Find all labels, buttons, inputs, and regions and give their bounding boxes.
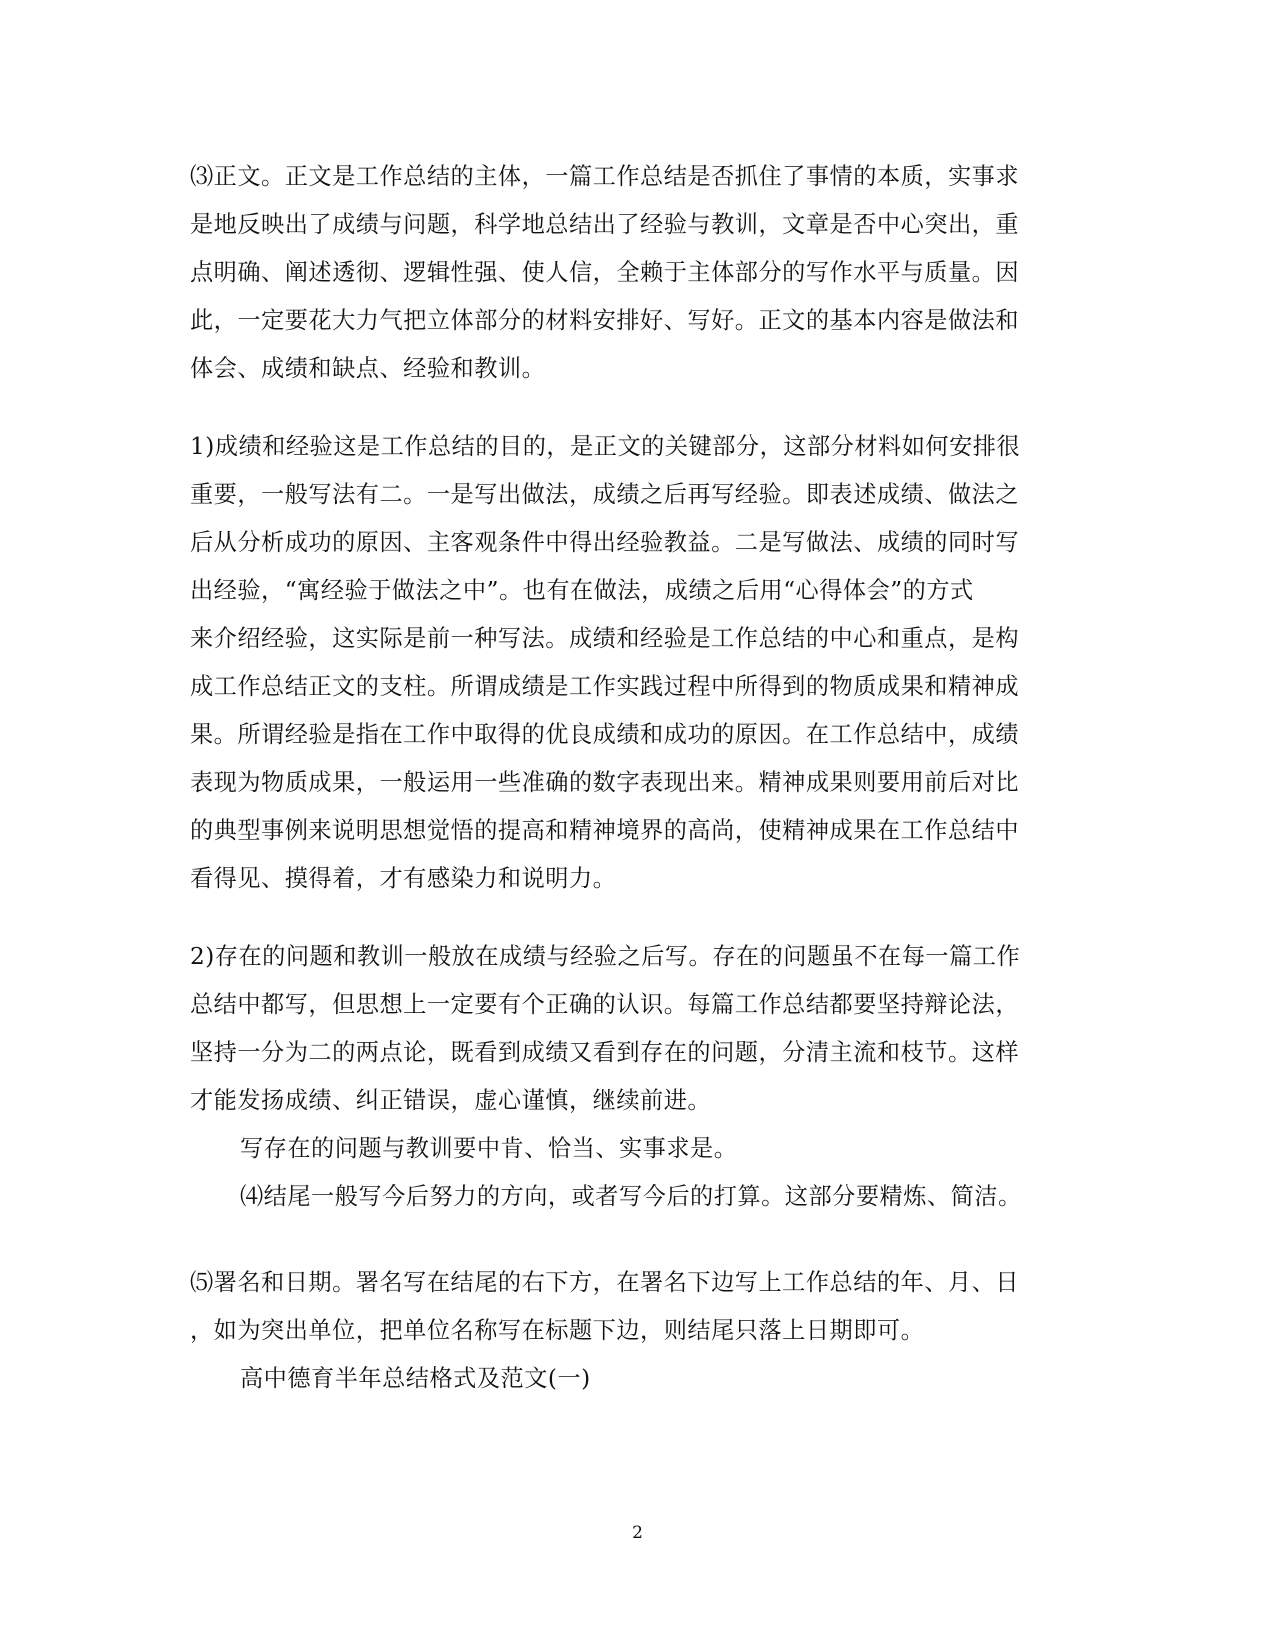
paragraph-achievements xyxy=(190,423,1080,903)
paragraph-sample-title xyxy=(240,1355,1080,1403)
text-line: 点明确、阐述透彻、逻辑性强、使人信，全赖于主体部分的写作水平与质量。因 xyxy=(190,259,1020,286)
text-line: 后从分析成功的原因、主客观条件中得出经验教益。二是写做法、成绩的同时写 xyxy=(190,529,1020,556)
text-line: 出经验，“寓经验于做法之中”。也有在做法，成绩之后用“心得体会”的方式 xyxy=(190,577,974,604)
paragraph-ending xyxy=(240,1173,1080,1221)
text-line: 写存在的问题与教训要中肯、恰当、实事求是。 xyxy=(240,1135,738,1162)
text-line: 1)成绩和经验这是工作总结的目的，是正文的关键部分，这部分材料如何安排很 xyxy=(190,433,1021,460)
text-line: 才能发扬成绩、纠正错误，虚心谨慎，继续前进。 xyxy=(190,1087,712,1114)
text-line: ⑷结尾一般写今后努力的方向，或者写今后的打算。这部分要精炼、简洁。 xyxy=(240,1183,1022,1210)
text-line: 表现为物质成果，一般运用一些准确的数字表现出来。精神成果则要用前后对比 xyxy=(190,769,1020,796)
paragraph-signature xyxy=(190,1259,1080,1355)
text-line: 果。所谓经验是指在工作中取得的优良成绩和成功的原因。在工作总结中，成绩 xyxy=(190,721,1020,748)
text-line: 来介绍经验，这实际是前一种写法。成绩和经验是工作总结的中心和重点，是构 xyxy=(190,625,1020,652)
paragraph-problems-note xyxy=(240,1125,1080,1173)
text-line: ，如为突出单位，把单位名称写在标题下边，则结尾只落上日期即可。 xyxy=(190,1317,925,1344)
page-number: 2 xyxy=(632,1523,643,1543)
text-line: ⑶正文。正文是工作总结的主体，一篇工作总结是否抓住了事情的本质，实事求 xyxy=(190,163,1020,190)
paragraph-problems xyxy=(190,933,1080,1125)
text-line: 此，一定要花大力气把立体部分的材料安排好、写好。正文的基本内容是做法和 xyxy=(190,307,1020,334)
text-line: 总结中都写，但思想上一定要有个正确的认识。每篇工作总结都要坚持辩论法， xyxy=(190,991,1020,1018)
text-line: 的典型事例来说明思想觉悟的提高和精神境界的高尚，使精神成果在工作总结中 xyxy=(190,817,1020,844)
text-line: 高中德育半年总结格式及范文(一) xyxy=(240,1365,591,1392)
text-line: 成工作总结正文的支柱。所谓成绩是工作实践过程中所得到的物质成果和精神成 xyxy=(190,673,1020,700)
text-line: 是地反映出了成绩与问题，科学地总结出了经验与教训，文章是否中心突出，重 xyxy=(190,211,1020,238)
text-line: 坚持一分为二的两点论，既看到成绩又看到存在的问题，分清主流和枝节。这样 xyxy=(190,1039,1020,1066)
text-line: 看得见、摸得着，才有感染力和说明力。 xyxy=(190,865,617,892)
text-line: 体会、成绩和缺点、经验和教训。 xyxy=(190,355,546,382)
text-line: 2)存在的问题和教训一般放在成绩与经验之后写。存在的问题虽不在每一篇工作 xyxy=(190,943,1021,970)
text-line: 重要，一般写法有二。一是写出做法，成绩之后再写经验。即表述成绩、做法之 xyxy=(190,481,1020,508)
paragraph-main-body xyxy=(190,153,1080,393)
text-line: ⑸署名和日期。署名写在结尾的右下方，在署名下边写上工作总结的年、月、日 xyxy=(190,1269,1020,1296)
